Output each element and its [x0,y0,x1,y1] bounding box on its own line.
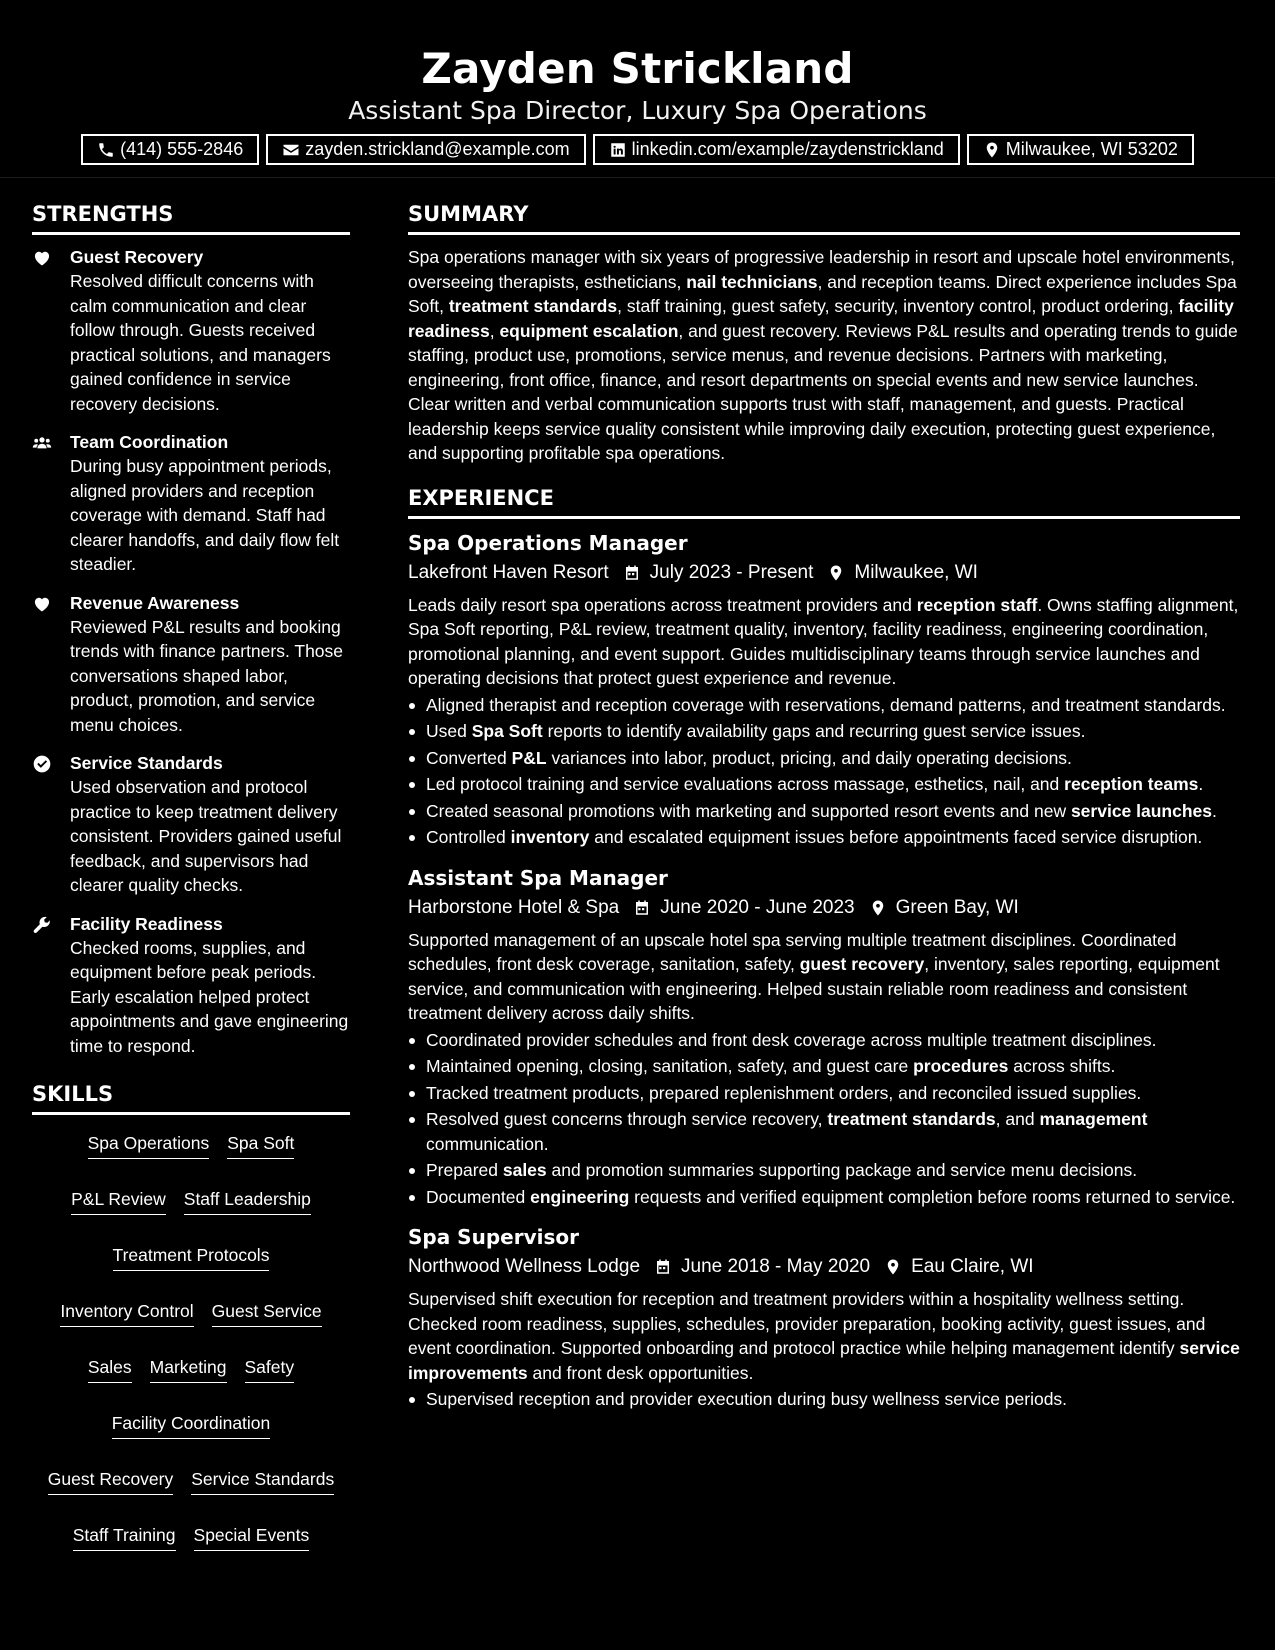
skills-heading: SKILLS [32,1080,350,1115]
strength-title: Team Coordination [70,432,229,452]
text-run: and promotion summaries supporting package and service menu decisions. [546,1160,1138,1180]
skill-tag: Marketing [150,1355,227,1383]
skill-tag: Sales [88,1355,132,1383]
envelope-icon [282,141,300,159]
skill-tag: Staff Training [73,1523,176,1551]
contact-location [967,134,1194,165]
strength-title: Revenue Awareness [70,592,240,613]
job-dates: July 2023 - Present [649,561,814,583]
bold-keyword: service launches [1070,800,1213,821]
strength-title: Service Standards [70,753,223,773]
wrench-icon [32,915,52,935]
location-pin-icon [869,899,887,917]
contact-email-text: zayden.strickland@example.com [305,139,570,159]
text-run: Supervised reception and provider execution during busy wellness service periods. [426,1389,1068,1409]
bold-keyword: reception teams [1064,774,1199,794]
text-run: Led protocol training and service evaluations across massage, esthetics, nail, and [426,774,1065,794]
contact-linkedin-text: linkedin.com/example/zaydenstrickland [631,139,944,159]
bullet-item [408,1054,1240,1079]
bold-keyword: inventory [510,827,590,847]
bullet-item [408,1081,1240,1106]
summary-text [408,245,1240,466]
job-title: Assistant Spa Manager [408,865,668,890]
text-run: Prepared [426,1160,503,1180]
bullet-item [408,1387,1240,1412]
text-run: . [1198,774,1204,794]
bold-keyword: treatment standards [448,296,618,316]
bold-keyword: P&L [511,747,547,768]
text-run: Documented [426,1186,531,1207]
skill-tag: Special Events [194,1523,310,1551]
skills-list [32,1125,350,1551]
skill-tag: Safety [245,1355,295,1383]
job-title: Spa Operations Manager [408,530,688,555]
strength-text: During busy appointment periods, aligned providers and reception coverage with demand. Staff had clearer handoffs, and daily flow felt steadier. [70,456,340,574]
text-run: Spa operations manager with six years of progressive leadership in resort and upscale hotel environments, overseeing therapists, estheticians, [408,247,1235,292]
bullet-item [408,1028,1240,1053]
text-run: reports to identify availability gaps and recurring guest service issues. [542,721,1086,741]
bullet-item [408,799,1240,824]
text-run: , and reception teams. Direct experience includes Spa Soft, [408,271,1237,316]
job-bullets [408,693,1240,850]
linkedin-icon [609,141,627,159]
skill-tag: Spa Soft [227,1131,294,1159]
text-run: , inventory, sales reporting, equipment service, and communication with engineering. Helped sustain reliable room readiness and consistent treatment delivery across daily shifts. [408,954,1220,1023]
location-pin-icon [884,1258,902,1276]
bold-keyword: treatment standards [827,1109,996,1129]
text-run: Tracked treatment products, prepared replenishment orders, and reconciled issued supplies. [426,1082,1142,1103]
bullet-item [408,825,1240,850]
candidate-title: Assistant Spa Director, Luxury Spa Operations [348,96,927,125]
skill-tag: Treatment Protocols [113,1243,270,1271]
text-run: , [489,320,500,341]
text-run: , and guest recovery. Reviews P&L results and operating trends to guide staffing, product use, promotions, service menus, and revenue decisions. Partners with marketing, engineering, front office, finance, and resort departments on special events and new service launches. Clear written and verbal communication supports trust with staff, management, and guests. Practical leadership keeps service quality consistent while improving daily execution, protecting guest experience, and supporting profitable spa operations. [408,320,1238,463]
bullet-item [408,746,1240,771]
text-run: . [1212,800,1217,821]
text-run: Resolved guest concerns through service recovery, [426,1109,828,1129]
bold-keyword: reception staff [916,594,1038,615]
strength-item [32,912,350,1059]
check-circle-icon [32,754,52,774]
text-run: Supported management of an upscale hotel spa serving multiple treatment disciplines. Coordinated schedules, front desk coverage, sanitation, safety, [408,929,1177,974]
text-run: communication. [426,1133,549,1154]
phone-icon [97,141,115,159]
contact-location-text: Milwaukee, WI 53202 [1005,139,1178,159]
strengths-heading: STRENGTHS [32,200,350,235]
candidate-name: Zayden Strickland [421,44,854,93]
bold-keyword: sales [502,1160,547,1180]
skill-tag: Staff Leadership [184,1187,311,1215]
skill-tag: Spa Operations [88,1131,210,1159]
bold-keyword: service improvements [408,1338,1240,1383]
contact-bar [0,134,1275,165]
strength-item [32,245,350,416]
job-description [408,1287,1240,1385]
job-dates: June 2018 - May 2020 [681,1256,871,1277]
strength-text: Resolved difficult concerns with calm communication and clear follow through. Guests received practical solutions, and managers gained confidence in service recovery decisions. [70,271,331,414]
job-title: Spa Supervisor [408,1225,579,1249]
contact-linkedin[interactable] [593,134,960,165]
text-run: Coordinated provider schedules and front desk coverage across multiple treatment disciplines. [426,1029,1157,1050]
job-entry [408,864,1240,1210]
job-location: Milwaukee, WI [854,561,978,583]
contact-phone-text: (414) 555-2846 [120,139,244,159]
strength-item [32,591,350,738]
text-run: Used [426,721,472,741]
contact-phone[interactable] [81,134,259,165]
job-location: Green Bay, WI [895,896,1019,918]
text-run: Aligned therapist and reception coverage with reservations, demand patterns, and treatment standards. [426,694,1226,715]
skill-tag: Guest Service [212,1299,322,1327]
text-run: requests and verified equipment completion before rooms returned to service. [629,1186,1236,1207]
bold-keyword: equipment escalation [499,320,679,341]
experience-list [408,529,1240,1412]
skill-tag: Guest Recovery [48,1467,173,1495]
calendar-icon [633,899,651,917]
text-run: and escalated equipment issues before appointments faced service disruption. [589,827,1203,847]
strength-text: Checked rooms, supplies, and equipment before peak periods. Early escalation helped protect appointments and gave engineering time to respond. [70,937,349,1056]
bullet-item [408,772,1240,797]
strength-item [32,751,350,898]
job-location: Eau Claire, WI [911,1256,1034,1277]
bullet-item [408,1185,1240,1210]
users-icon [32,433,52,453]
job-company: Lakefront Haven Resort [408,561,609,583]
experience-heading: EXPERIENCE [408,484,1240,519]
location-pin-icon [827,564,845,582]
job-description [408,928,1240,1026]
text-run: , and [995,1109,1040,1129]
bold-keyword: facility readiness [408,296,1234,341]
heart-icon [32,248,52,268]
text-run: Maintained opening, closing, sanitation, safety, and guest care [426,1056,914,1076]
location-pin-icon [983,141,1001,159]
text-run: Converted [426,747,512,768]
bold-keyword: management [1039,1109,1148,1129]
text-run: . Owns staffing alignment, Spa Soft reporting, P&L review, treatment quality, inventory, facility readiness, engineering coordination, promotional planning, and event support. Guides multidisciplinary teams through service launches and operating decisions that protect guest experience and revenue. [408,594,1239,688]
calendar-icon [654,1258,672,1276]
resume-header [0,0,1275,178]
bold-keyword: nail technicians [686,271,818,292]
left-column [32,200,350,1551]
contact-email[interactable] [266,134,585,165]
job-description [408,593,1240,691]
bold-keyword: engineering [530,1186,630,1207]
text-run: Leads daily resort spa operations across treatment providers and [408,594,917,615]
job-entry [408,529,1240,850]
bold-keyword: Spa Soft [471,721,543,741]
text-run: and front desk opportunities. [527,1362,754,1383]
job-bullets [408,1387,1240,1412]
job-meta [408,894,1240,922]
job-company: Harborstone Hotel & Spa [408,896,620,918]
text-run: , staff training, guest safety, security, inventory control, product ordering, [617,296,1179,316]
strength-title: Guest Recovery [70,247,204,267]
bullet-item [408,719,1240,744]
bullet-item [408,693,1240,718]
skill-tag: Facility Coordination [112,1411,271,1439]
strength-title: Facility Readiness [70,913,223,934]
text-run: across shifts. [1008,1056,1116,1076]
job-dates: June 2020 - June 2023 [660,896,855,918]
strength-text: Reviewed P&L results and booking trends with finance partners. Those conversations shaped labor, product, promotion, and service menu choices. [70,616,344,735]
bold-keyword: procedures [913,1056,1009,1076]
strength-text: Used observation and protocol practice to keep treatment delivery consistent. Providers gained useful feedback, and supervisors had clearer quality checks. [70,777,342,895]
text-run: Supervised shift execution for reception and treatment providers within a hospitality wellness setting. Checked room readiness, supplies, schedules, provider preparation, booking activity, guest issues, and event coordination. Supported onboarding and protocol practice while helping management identify [408,1289,1206,1358]
job-company: Northwood Wellness Lodge [408,1256,641,1277]
bullet-item [408,1158,1240,1183]
job-bullets [408,1028,1240,1210]
heart-icon [32,594,52,614]
strength-item [32,430,350,577]
text-run: Controlled [426,827,511,847]
calendar-icon [623,564,641,582]
skill-tag: Service Standards [191,1467,334,1495]
text-run: Created seasonal promotions with marketing and supported resort events and new [426,800,1071,821]
job-meta [408,559,1240,587]
job-entry [408,1223,1240,1412]
text-run: variances into labor, product, pricing, and daily operating decisions. [546,747,1072,768]
skill-tag: Inventory Control [60,1299,193,1327]
skill-tag: P&L Review [71,1187,166,1215]
right-column [408,200,1240,1426]
summary-heading: SUMMARY [408,200,1240,235]
bold-keyword: guest recovery [799,954,925,974]
job-meta [408,1253,1240,1281]
bullet-item [408,1107,1240,1156]
